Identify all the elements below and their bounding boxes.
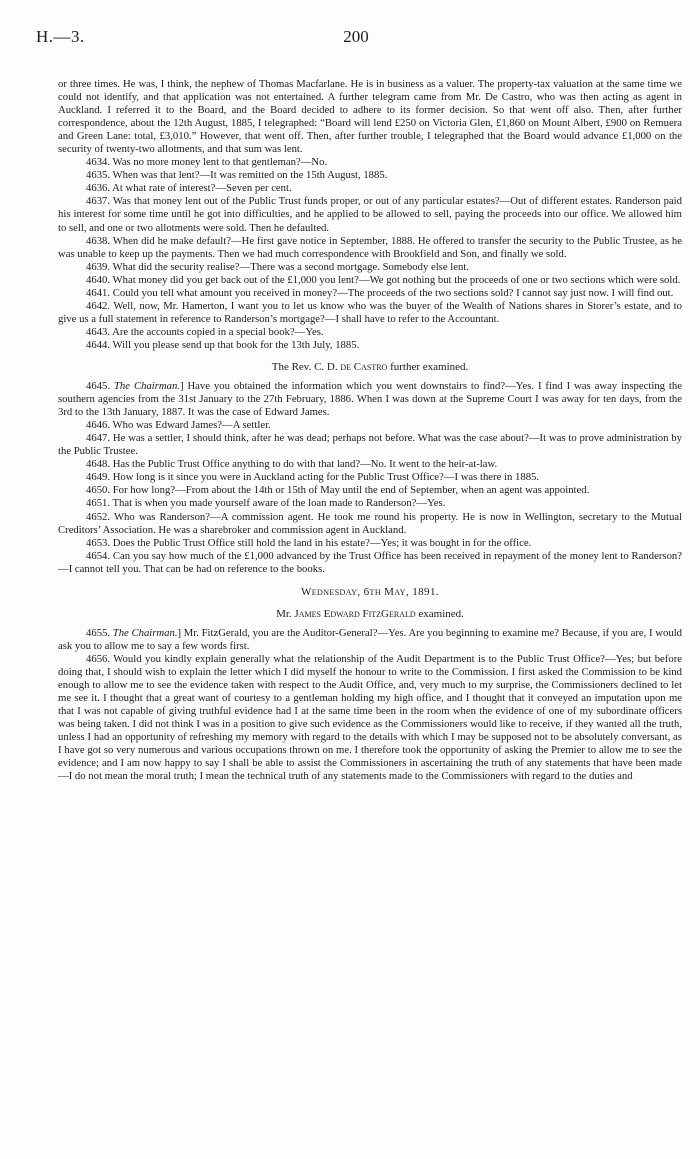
page-number: 200 [343,27,369,46]
paragraph: 4634. Was no more money lent to that gentleman?—No. [86,156,328,169]
paragraph: 4639. What did the security realise?—There was a second mortgage. Somebody else lent. [86,260,469,273]
speaker-label: The Chairman. [112,626,178,639]
paragraph: 4644. Will you please send up that book for the 13th July, 1885. [86,338,360,351]
report-reference: H.—3. [36,27,85,46]
paragraph: 4646. Who was Edward James?—A settler. [86,419,271,432]
paragraph: 4649. How long is it since you were in Auckland acting for the Public Trust Office?—I was there in 1885. [86,471,540,484]
question-number: 4645. [86,380,111,393]
question-text: ] Have you obtained the information which you went downstairs to find?—Yes. I find I was away inspecting the southern agencies from the 31st January to the 27th February, 1886. When I was down at the Supreme Court I was away for ten days, from the 3rd to the 13th January, 1887. It was the case of Edward James. [58,380,682,419]
paragraph: 4643. Are the accounts copied in a special book?—Yes. [86,325,324,338]
paragraph [58,380,682,419]
speaker-label: The Chairman. [113,380,180,393]
paragraph: 4642. Well, now, Mr. Hamerton, I want you to let us know who was the buyer of the Wealth of Nations shares in Storer’s estate, and to give us a full statement in reference to Randerson’s mortgage?—I shall have to refer to the Accountant. [58,299,682,325]
question-number: 4655. [86,626,111,639]
document-body [58,78,682,783]
witness-heading [58,608,682,621]
paragraph: 4635. When was that lent?—It was remitted on the 15th August, 1885. [86,169,388,182]
paragraph: 4652. Who was Randerson?—A commission agent. He took me round his property. He is now in Wellington, secretary to the Mutual Creditors’ Association. He was a sharebroker and commission agent in Auckland. [58,510,682,536]
paragraph: 4638. When did he make default?—He first gave notice in September, 1888. He offered to transfer the security to the Public Trustee, as he was unable to keep up the payments. Then we had much correspondence with Brookfield and Son, and finally we sold. [58,234,682,260]
page-header [36,27,676,51]
question-text: ] Mr. FitzGerald, you are the Auditor-General?—Yes. Are you beginning to examine me? Because, if you are, I would ask you to allow me to say a few words first. [58,626,683,652]
date-heading: Wednesday, 6th May, 1891. [300,585,440,598]
heading-prefix: The Rev. C. D. [271,360,338,373]
paragraph: 4640. What money did you get back out of the £1,000 you lent?—We got nothing but the proceeds of one or two sections which were sold. [86,273,681,286]
paragraph [58,627,682,653]
paragraph: 4637. Was that money lent out of the Public Trust funds proper, or out of any particular estates?—Out of different estates. Randerson paid his interest for some time until he got into difficulties, and he applied to be allowed to sell, paying the proceeds into our office. We allowed him to sell, and one or two allotments were sold. Then he defaulted. [58,195,682,234]
heading-prefix: Mr. [276,607,292,620]
paragraph: 4651. That is when you made yourself aware of the loan made to Randerson?—Yes. [86,497,446,510]
paragraph: 4641. Could you tell what amount you received in money?—The proceeds of the two sections sold? I cannot say just now. I will find out. [86,286,674,299]
paragraph: 4654. Can you say how much of the £1,000 advanced by the Trust Office has been received in repayment of the money lent to Randerson?—I cannot tell you. That can be had on reference to the books. [58,549,682,575]
paragraph: 4656. Would you kindly explain generally what the relationship of the Audit Department is to the Public Trust Office?—Yes; but before doing that, I should wish to explain the letter which I did myself the honour to write to the Commission. I first asked the Commission to be kind enough to allow me to see the evidence taken with respect to the Audit Office, and, very much to my surprise, the Commissioners declined to let me see it. I thought that a great want of courtesy to a gentleman holding my high office, and I thought that it conveyed an imputation upon me that I was not capable of giving truthful evidence had I at the same time been in the room when the evidence of one of my subordinate officers was being taken. I did not think I was in a position to give such evidence as the Commissioners would like to receive, if they wanted all the truth, unless I had an opportunity of refreshing my memory with regard to the details with which I may be supposed not to be absolutely conversant, as I have got so very numerous and various occupations thrown on me. I therefore took the opportunity of asking the Premier to allow me to see the evidence; and I am now happy to say I shall be able to assist the Commissioners in ascertaining the truth of any statements that have been made—I do not mean the moral truth; I mean the technical truth of any statements made to the Commissioners with regard to the duties and [58,652,682,783]
paragraph: 4648. Has the Public Trust Office anything to do with that land?—No. It went to the heir-at-law. [86,458,498,471]
paragraph: 4653. Does the Public Trust Office still hold the land in his estate?—Yes; it was bought in for the office. [86,536,532,549]
paragraph: 4650. For how long?—From about the 14th or 15th of May until the end of September, when an agent was appointed. [86,484,590,497]
paragraph: or three times. He was, I think, the nephew of Thomas Macfarlane. He is in business as a valuer. The property-tax valuation at the same time we could not identify, and that application was not entertained. A further telegram came from Mr. De Castro, who was then acting as agent in Auckland. I referred it to the Board, and the Board decided to adhere to its former decision. So that went off also. Then, after further correspondence, about the 12th August, 1885, I telegraphed: “Board will lend £250 on Victoria Glen, £1,860 on Mount Albert, £900 on Remuera and Green Lane: total, £3,010.” However, that went off. Then, after further trouble, I telegraphed that the Board would advance £1,000 on the security of twenty-two allotments, and that sum was lent. [58,78,682,156]
paragraph: 4647. He was a settler, I should think, after he was dead; perhaps not before. What was the case about?—It was to prove administration by the Public Trustee. [58,432,682,458]
witness-heading [58,361,682,374]
heading-suffix: examined. [418,607,464,620]
heading-suffix: further examined. [390,360,469,373]
witness-name: de Castro [340,360,388,373]
witness-name: James Edward FitzGerald [294,607,416,620]
paragraph: 4636. At what rate of interest?—Seven per cent. [86,182,292,195]
